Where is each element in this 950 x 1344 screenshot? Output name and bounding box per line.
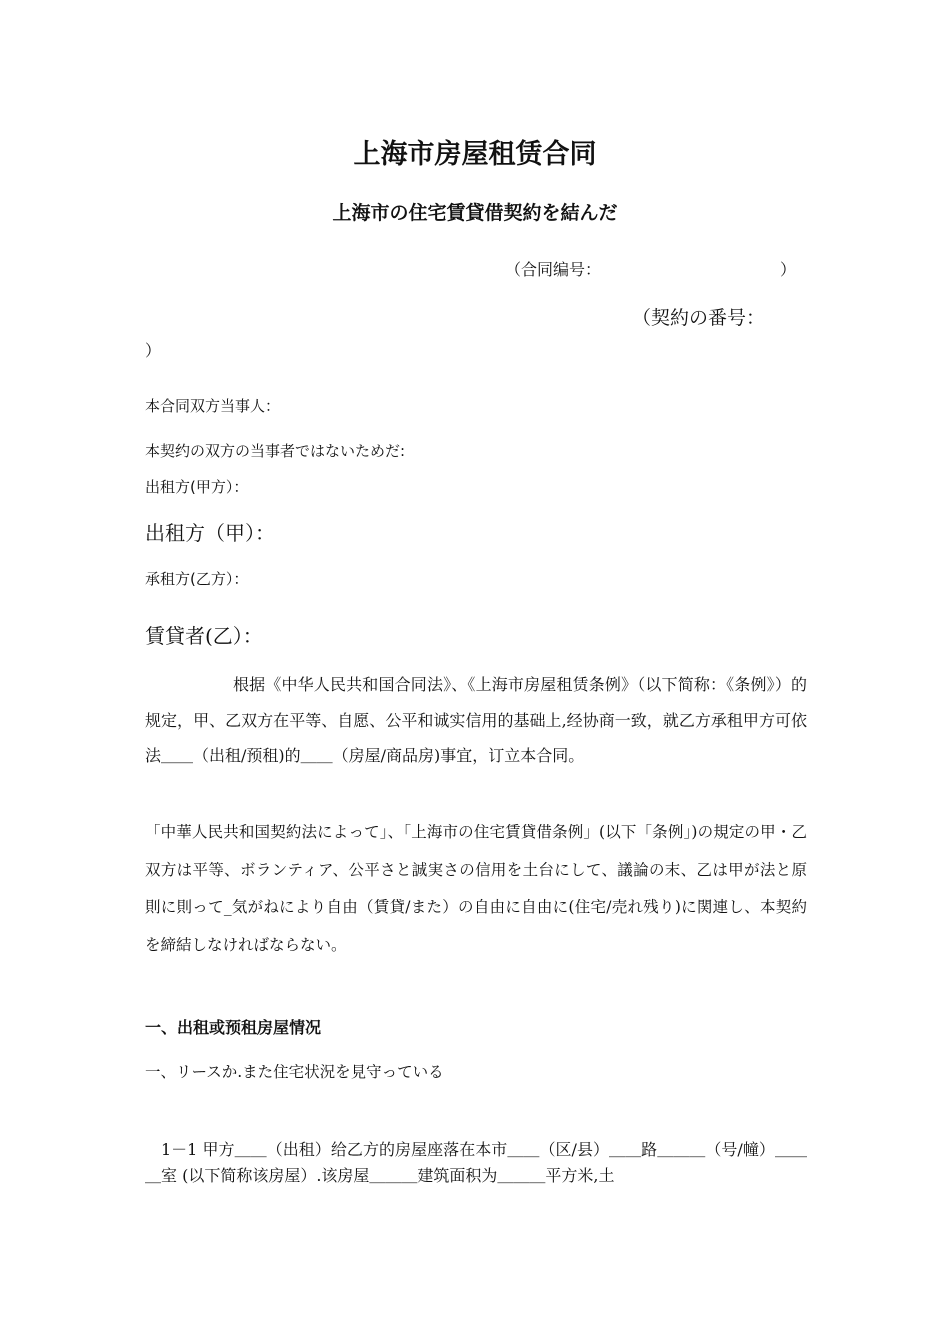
document-title: 上海市房屋租赁合同	[353, 139, 597, 170]
document-subtitle: 上海市の住宅賃貸借契約を結んだ	[332, 202, 618, 224]
lessee-label-zh: 承租方(乙方）：	[145, 570, 249, 588]
clause-1-1: 1－1 甲方＿＿（出租）给乙方的房屋座落在本市＿＿（区/县）＿＿路＿＿＿（号/幢）＿＿＿室 (以下简称该房屋）.该房屋＿＿＿建筑面积为＿＿＿平方米,土	[145, 1140, 807, 1185]
parties-heading-ja: 本契约の双方の当事者ではないためだ:	[145, 442, 406, 460]
parties-heading-zh: 本合同双方当事人：	[145, 397, 281, 415]
contract-number-close-zh: ）	[780, 260, 797, 279]
section-1-heading-ja: 一、リースか.また住宅状況を見守っている	[145, 1063, 444, 1081]
lessee-label-ja: 賃貸者(乙）：	[145, 624, 263, 648]
section-1-heading-zh: 一、出租或预租房屋情况	[145, 1018, 322, 1037]
lessor-label-zh: 出租方(甲方）：	[145, 478, 249, 496]
contract-number-label-ja: （契約の番号：	[632, 307, 766, 329]
contract-number-label-zh: （合同编号：	[505, 260, 602, 279]
contract-number-close-ja: ）	[145, 341, 162, 360]
intro-paragraph-ja: 「中華人民共和国契約法によって」、「上海市の住宅賃貸借条例」(以下「条例」)の規定の甲・乙双方は平等、ボランティア、公平さと誠実さの信用を土台にして、議論の末、乙は甲が法と原則に則って_気がねにより自由（賃貸/また）の自由に自由に(住宅/売れ残り)に関連し、本契約を締結しなければならない。	[145, 823, 807, 954]
lessor-label-ja: 出租方（甲）：	[145, 521, 275, 545]
intro-paragraph-zh: 根据《中华人民共和国合同法》、《上海市房屋租赁条例》（以下简称：《条例》）的规定，甲、乙双方在平等、自愿、公平和诚实信用的基础上,经协商一致，就乙方承租甲方可依法＿＿（出租/预租)的＿＿（房屋/商品房)事宜，订立本合同。	[145, 675, 807, 765]
